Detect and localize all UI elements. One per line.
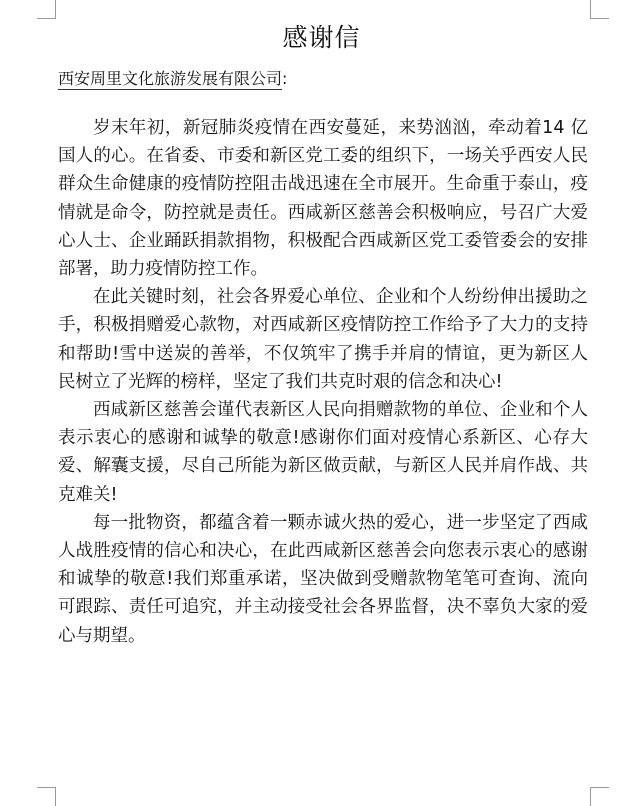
recipient-colon: : [282,69,288,88]
letter-body [58,114,588,650]
body-paragraph-2: 在此关键时刻，社会各界爱心单位、企业和个人纷纷伸出援助之手，积极捐赠爱心款物，对西咸新区疫情防控工作给予了大力的支持和帮助!雪中送炭的善举，不仅筑牢了携手并肩的情谊，更为新区人民树立了光辉的榜样，坚定了我们共克时艰的信念和决心! [58,287,588,392]
recipient-name: 西安周里文化旅游发展有限公司 [58,69,283,88]
letter-title: 感谢信 [282,23,361,52]
body-paragraph-3: 西咸新区慈善会谨代表新区人民向捐赠款物的单位、企业和个人表示衷心的感谢和诚挚的敬意!感谢你们面对疫情心系新区、心存大爱、解囊支援，尽自己所能为新区做贡献，与新区人民并肩作战、共克难关! [58,400,588,505]
body-paragraph-1: 岁末年初，新冠肺炎疫情在西安蔓延，来势汹汹，牵动着14 亿国人的心。在省委、市委和新区党工委的组织下，一场关乎西安人民群众生命健康的疫情防控阻击战迅速在全市展开。生命重于泰山，疫情就是命令，防控就是责任。西咸新区慈善会积极响应，号召广大爱心人士、企业踊跃捐款捐物，积极配合西咸新区党工委管委会的安排部署，助力疫情防控工作。 [58,118,588,280]
body-paragraph-4: 每一批物资，都蕴含着一颗赤诚火热的爱心，进一步坚定了西咸人战胜疫情的信心和决心，在此西咸新区慈善会向您表示衷心的感谢和诚挚的敬意!我们郑重承诺，坚决做到受赠款物笔笔可查询、流向可跟踪、责任可追究，并主动接受社会各界监督，决不辜负大家的爱心与期望。 [58,512,588,646]
crop-mark-bottom-right [590,787,609,806]
crop-mark-top-left [37,0,56,19]
crop-mark-top-right [590,0,609,19]
crop-mark-bottom-left [37,787,56,806]
letter-recipient [58,68,287,90]
